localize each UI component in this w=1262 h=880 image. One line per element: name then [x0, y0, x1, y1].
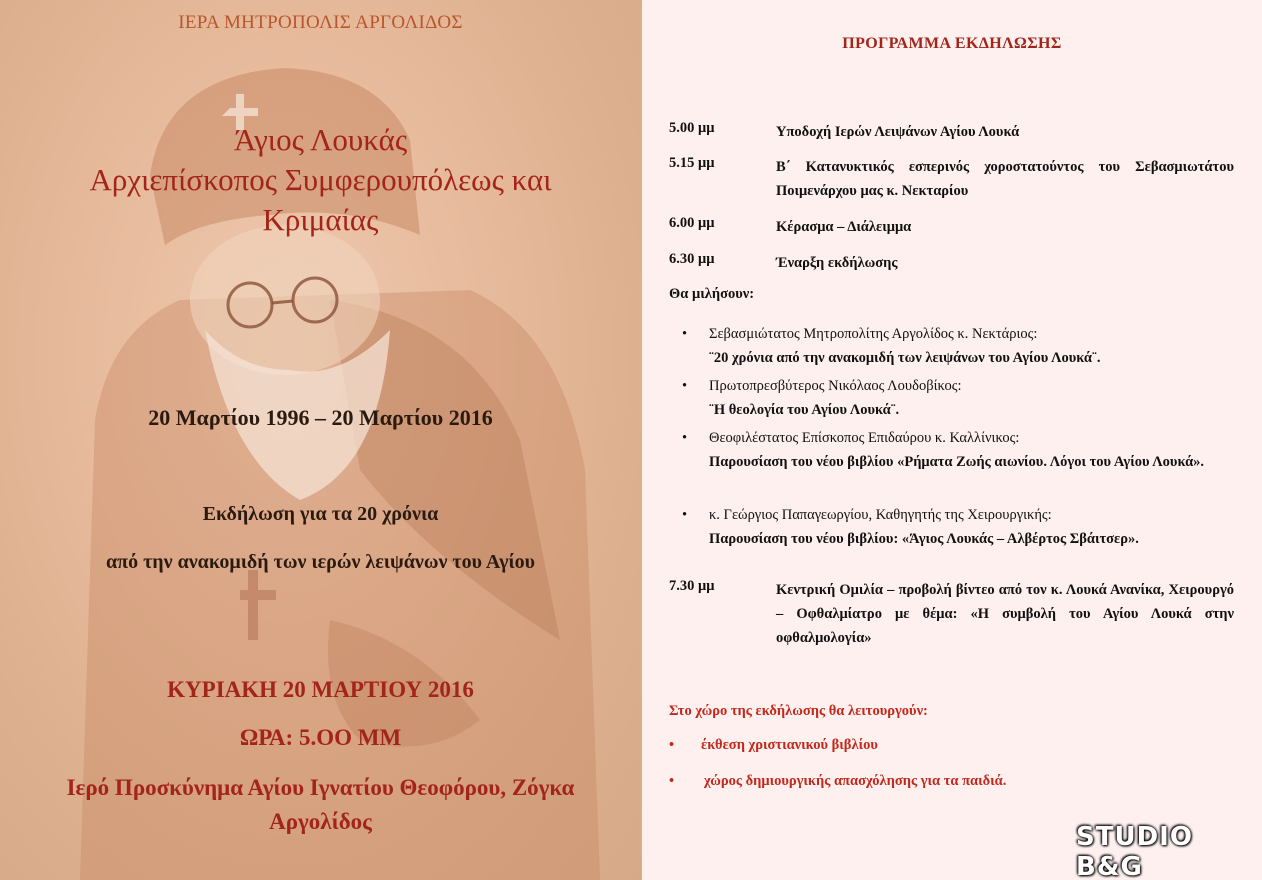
saint-title-line-1: Άγιος Λουκάς	[233, 122, 408, 157]
flyer-right-panel	[642, 0, 1262, 880]
program-title: ΠΡΟΓΡΑΜΜΑ ΕΚΔΗΛΩΣΗΣ	[842, 35, 1062, 52]
saint-title	[0, 120, 641, 240]
exhibits-label: Στο χώρο της εκδήλωσης θα λειτουργούν:	[669, 703, 928, 719]
saint-title-line-3: Κριμαίας	[262, 202, 379, 237]
schedule-time: 5.00 μμ	[669, 120, 715, 136]
studio-watermark: STUDIO B&G	[1076, 822, 1193, 880]
bullet-icon: •	[669, 737, 675, 753]
exhibit-text: έκθεση χριστιανικού βιβλίου	[701, 737, 878, 753]
event-description-line-2: από την ανακομιδή των ιερών λειψάνων του Αγίου	[105, 551, 536, 573]
event-description-line-1: Εκδήλωση για τα 20 χρόνια	[202, 503, 439, 525]
speaker-talk: ¨Η θεολογία του Αγίου Λουκά¨.	[709, 402, 900, 418]
metropolis-header: ΙΕΡΑ ΜΗΤΡΟΠΟΛΙΣ ΑΡΓΟΛΙΔΟΣ	[178, 12, 463, 33]
venue-line-1: Ιερό Προσκύνημα Αγίου Ιγνατίου Θεοφόρου, Ζόγκα	[66, 775, 575, 800]
schedule-time: 5.15 μμ	[669, 155, 715, 171]
speakers-label: Θα μιλήσουν:	[669, 286, 755, 302]
schedule-time: 7.30 μμ	[669, 578, 715, 594]
speaker-name: Πρωτοπρεσβύτερος Νικόλαος Λουδοβίκος:	[709, 378, 962, 394]
bullet-icon: •	[669, 773, 675, 789]
speaker-name: Θεοφιλέστατος Επίσκοπος Επιδαύρου κ. Καλλίνικος:	[709, 430, 1020, 446]
event-venue	[0, 771, 641, 839]
speaker-talk: Παρουσίαση του νέου βιβλίου «Ρήματα Ζωής αιωνίου. Λόγοι του Αγίου Λουκά».	[709, 454, 1205, 470]
bullet-icon: •	[682, 430, 688, 446]
schedule-time: 6.00 μμ	[669, 215, 715, 231]
schedule-text: Β΄ Κατανυκτικός εσπερινός χοροστατούντος του Σεβασμιωτάτου Ποιμενάρχου μας κ. Νεκταρίου	[776, 159, 1234, 199]
speaker-talk: Παρουσίαση του νέου βιβλίου: «Άγιος Λουκάς – Αλβέρτος Σβάιτσερ».	[709, 531, 1139, 547]
speaker-talk: ¨20 χρόνια από την ανακομιδή των λειψάνων του Αγίου Λουκά¨.	[709, 350, 1101, 366]
bullet-icon: •	[682, 378, 688, 394]
event-time: ΩΡΑ: 5.ΟΟ ΜΜ	[239, 725, 402, 750]
event-description	[0, 490, 641, 586]
schedule-text: Υποδοχή Ιερών Λειψάνων Αγίου Λουκά	[776, 124, 1020, 140]
venue-line-2: Αργολίδος	[269, 809, 372, 834]
speaker-name: Σεβασμιώτατος Μητροπολίτης Αργολίδος κ. Νεκτάριος:	[709, 326, 1038, 342]
bullet-icon: •	[682, 326, 688, 342]
saint-title-line-2: Αρχιεπίσκοπος Συμφερουπόλεως και	[89, 162, 552, 197]
event-date: ΚΥΡΙΑΚΗ 20 ΜΑΡΤΙΟΥ 2016	[167, 677, 474, 702]
schedule-text: Έναρξη εκδήλωσης	[776, 255, 898, 271]
exhibit-text: χώρος δημιουργικής απασχόλησης για τα παιδιά.	[704, 773, 1007, 789]
schedule-text: Κέρασμα – Διάλειμμα	[776, 219, 912, 235]
schedule-time: 6.30 μμ	[669, 251, 715, 267]
speaker-name: κ. Γεώργιος Παπαγεωργίου, Καθηγητής της Χειρουργικής:	[709, 507, 1052, 523]
bullet-icon: •	[682, 507, 688, 523]
anniversary-dates: 20 Μαρτίου 1996 – 20 Μαρτίου 2016	[148, 405, 493, 430]
schedule-text: Κεντρική Ομιλία – προβολή βίντεο από τον κ. Λουκά Ανανίκα, Χειρουργό – Οφθαλμίατρο με θέμα: «Η συμβολή του Αγίου Λουκά στην οφθαλμολογία»	[776, 582, 1234, 646]
